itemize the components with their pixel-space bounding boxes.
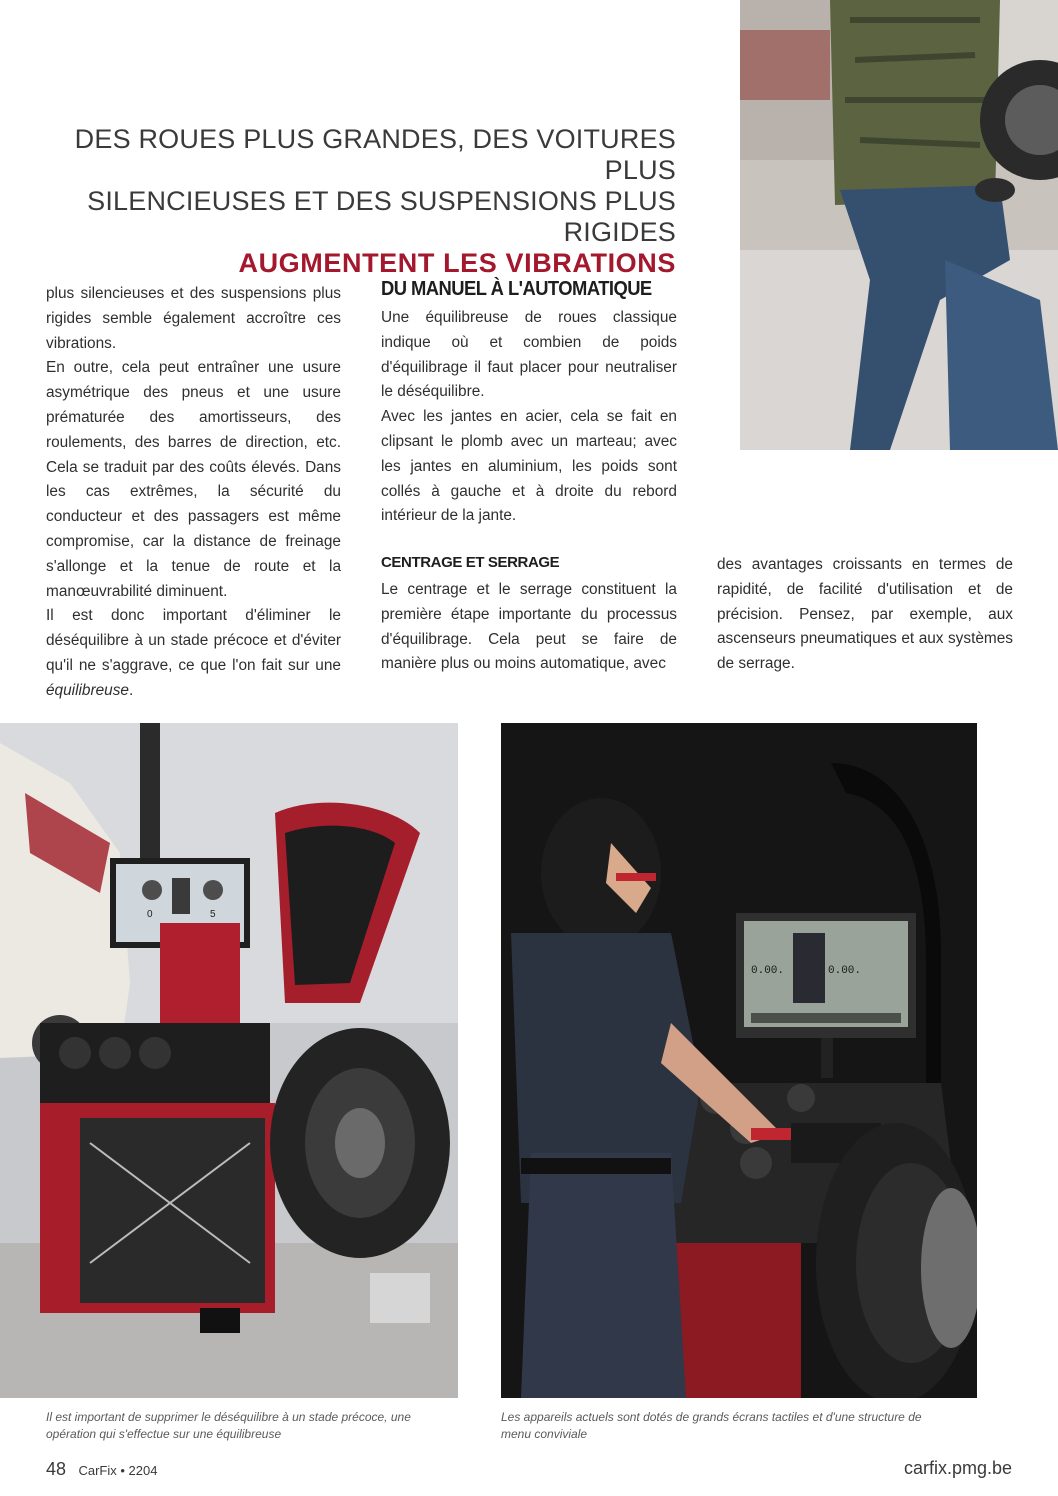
screen-readout-left: 0.00. xyxy=(751,965,785,977)
section-heading: DU MANUEL À L'AUTOMATIQUE xyxy=(381,278,652,300)
article-headline xyxy=(40,124,676,279)
page-footer-left xyxy=(46,1459,157,1480)
screen-readout-right: 5 xyxy=(210,909,216,920)
wheel-balancer-photo xyxy=(0,723,458,1398)
page-number: 48 xyxy=(46,1459,67,1479)
screen-readout-right: 0.00. xyxy=(828,965,862,977)
emphasis-term: équilibreuse xyxy=(46,681,129,699)
paragraph: Il est donc important d'éliminer le déséquilibre à un stade précoce et d'éviter qu'il ne s'aggrave, ce que l'on fait sur une équilibreuse. xyxy=(46,607,341,699)
paragraph: Une équilibreuse de roues classique indique où et combien de poids d'équilibrage il faut placer pour neutraliser le déséquilibre. xyxy=(381,309,677,401)
text-column-2 xyxy=(381,306,677,529)
mechanic-walking-photo xyxy=(740,0,1058,450)
paragraph: Le centrage et le serrage constituent la première étape importante du processus d'équilibrage. Cela peut se faire de manière plus ou moins automatique, avec xyxy=(381,581,677,673)
photo-caption-right: Les appareils actuels sont dotés de grands écrans tactiles et d'une structure de menu conviviale xyxy=(501,1410,922,1441)
paragraph: En outre, cela peut entraîner une usure asymétrique des pneus et une usure prématurée des amortisseurs, des roulements, des barres de direction, etc. Cela se traduit par des coûts élevés. Dans les cas extrêmes, la sécurité du conducteur et des passagers est même compromise, car la distance de freinage s'allonge et la tenue de route et la manœuvrabilité diminuent. xyxy=(46,359,341,600)
headline-accent: AUGMENTENT LES VIBRATIONS xyxy=(238,248,676,278)
text-column-1 xyxy=(46,282,341,704)
paragraph: Avec les jantes en acier, cela se fait en clipsant le plomb avec un marteau; avec les jantes en aluminium, les poids sont collés à gauche et à droite du rebord intérieur de la jante. xyxy=(381,408,677,525)
text-column-2-continued xyxy=(381,578,677,677)
headline-line-2: SILENCIEUSES ET DES SUSPENSIONS PLUS RIGIDES xyxy=(87,186,676,247)
magazine-issue: CarFix • 2204 xyxy=(78,1463,158,1478)
photo-caption-left: Il est important de supprimer le déséquilibre à un stade précoce, une opération qui s'effectue sur une équilibreuse xyxy=(46,1410,411,1441)
subsection-heading: CENTRAGE ET SERRAGE xyxy=(381,554,560,571)
website-link[interactable]: carfix.pmg.be xyxy=(903,1458,1012,1478)
paragraph: plus silencieuses et des suspensions plus rigides semble également accroître ces vibrations. xyxy=(46,285,341,352)
headline-line-1: DES ROUES PLUS GRANDES, DES VOITURES PLUS xyxy=(74,124,676,185)
text-column-3 xyxy=(717,553,1013,677)
technician-balancer-photo xyxy=(501,723,977,1398)
paragraph: des avantages croissants en termes de rapidité, de facilité d'utilisation et de précision. Pensez, par exemple, aux ascenseurs pneumatiques et aux systèmes de serrage. xyxy=(717,556,1013,673)
screen-readout-left: 0 xyxy=(147,909,153,920)
